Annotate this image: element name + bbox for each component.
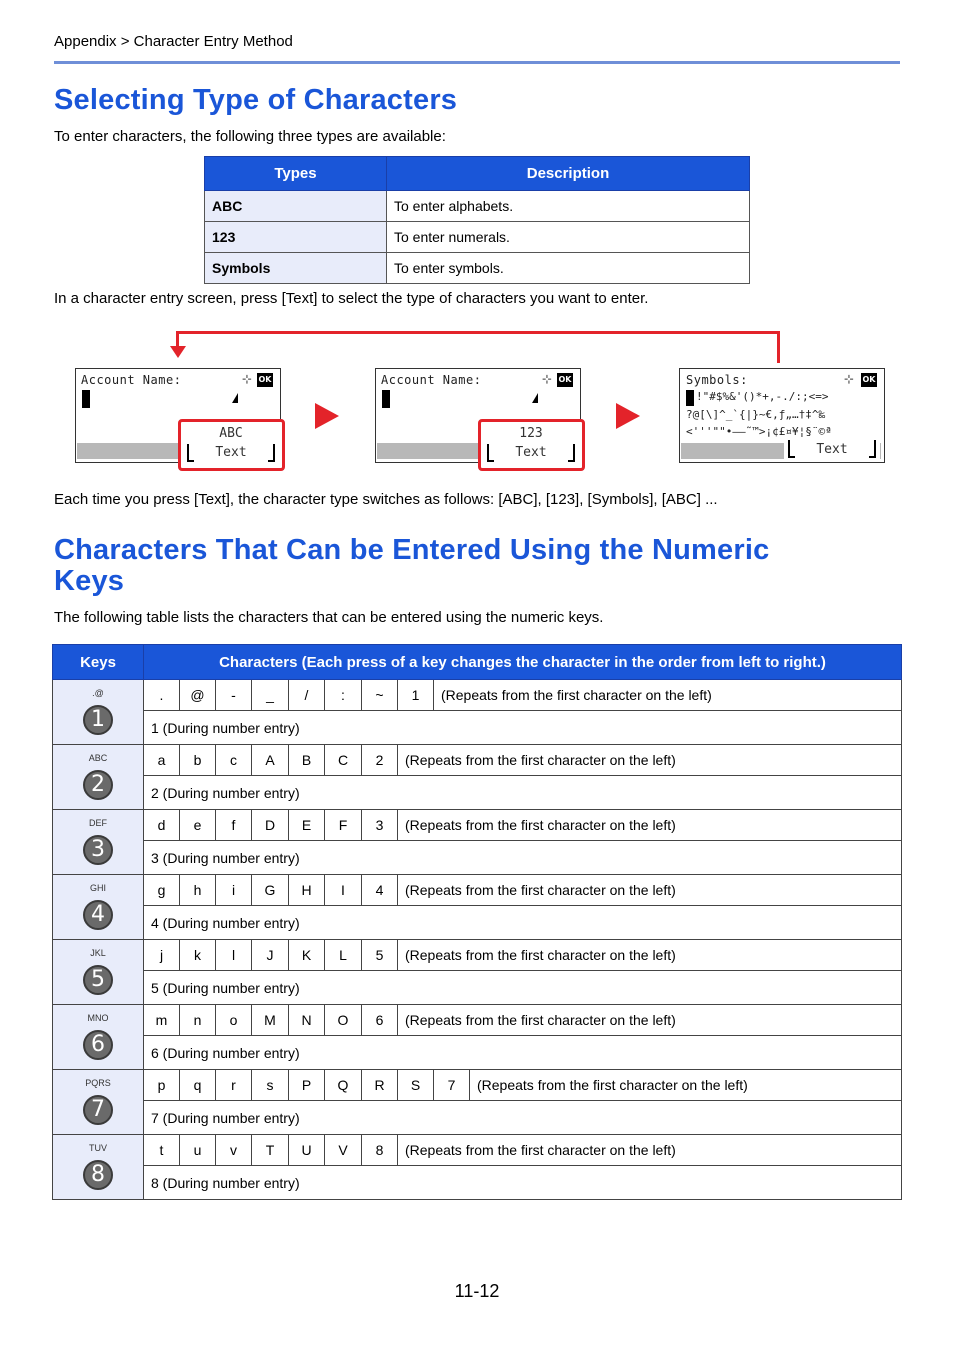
- repeat-note-cell: (Repeats from the first character on the left): [398, 1135, 902, 1166]
- column-header-types: Types: [205, 157, 387, 191]
- table-row: [53, 711, 902, 745]
- screen-title: Account Name:: [81, 373, 182, 387]
- column-header-characters: Characters (Each press of a key changes the character in the order from left to right.): [144, 645, 902, 680]
- input-mode-indicator-icon: [532, 393, 538, 403]
- repeat-note-cell: (Repeats from the first character on the left): [434, 680, 902, 711]
- key-letters-label: DEF: [89, 817, 107, 828]
- character-cell: d: [144, 810, 180, 841]
- softkey-bracket-left: [788, 440, 795, 458]
- numeric-key-4-icon: [78, 878, 118, 934]
- character-cell: B: [289, 745, 325, 776]
- key-letters-label: ABC: [88, 752, 108, 763]
- table-row: [205, 222, 750, 253]
- character-cell: b: [180, 745, 216, 776]
- numeric-keys-table: [52, 644, 902, 1200]
- column-header-keys: Keys: [53, 645, 144, 680]
- character-cell: V: [325, 1135, 362, 1166]
- number-entry-cell: 4 (During number entry): [144, 906, 902, 940]
- type-cell: ABC: [205, 191, 387, 222]
- table-row: [205, 191, 750, 222]
- softkey-label: Text: [215, 445, 247, 460]
- character-cell: 4: [362, 875, 398, 906]
- symbols-line-2: ?@[\]^_`{|}~€,ƒ„…†‡^‰: [686, 408, 826, 421]
- description-cell: To enter symbols.: [387, 253, 750, 284]
- character-cell: e: [180, 810, 216, 841]
- character-cell: @: [180, 680, 216, 711]
- return-arrow-head-icon: [170, 346, 186, 358]
- character-cell: m: [144, 1005, 180, 1036]
- table-row: [53, 1036, 902, 1070]
- key-cell: [53, 1070, 144, 1135]
- section-title-line-2: Keys: [54, 565, 125, 597]
- lcd-screen-symbols: [679, 368, 885, 463]
- symbols-line-1: !"#$%&'()*+,-./:;<=>: [696, 390, 829, 403]
- numeric-key-5-icon: [78, 943, 118, 999]
- text-cursor: [82, 390, 90, 408]
- key-digit: 8: [83, 1160, 113, 1190]
- character-cell: M: [252, 1005, 289, 1036]
- character-cell: /: [289, 680, 325, 711]
- key-letters-label: TUV: [89, 1142, 107, 1153]
- table-row: [53, 940, 902, 971]
- key-cell: [53, 1005, 144, 1070]
- number-entry-cell: 7 (During number entry): [144, 1101, 902, 1135]
- key-digit: 1: [83, 705, 113, 735]
- character-cell: ~: [362, 680, 398, 711]
- screen-title: Account Name:: [381, 373, 482, 387]
- character-cell: j: [144, 940, 180, 971]
- ok-icon: OK: [257, 373, 273, 387]
- number-entry-cell: 5 (During number entry): [144, 971, 902, 1005]
- key-cell: [53, 680, 144, 745]
- text-cursor: [686, 390, 694, 406]
- softkey-mode-label: 123: [519, 426, 543, 441]
- character-cell: Q: [325, 1070, 362, 1101]
- numeric-key-6-icon: [78, 1008, 118, 1064]
- character-cell: F: [325, 810, 362, 841]
- section-title-line-1: Characters That Can be Entered Using the Numeric: [54, 534, 770, 566]
- character-cell: g: [144, 875, 180, 906]
- navigation-icon: ⊹: [844, 372, 855, 386]
- repeat-note-cell: (Repeats from the first character on the left): [398, 875, 902, 906]
- return-arrow-line: [176, 331, 780, 334]
- key-digit: 6: [83, 1030, 113, 1060]
- character-cell: 7: [434, 1070, 470, 1101]
- character-cell: a: [144, 745, 180, 776]
- keys-table-header: [53, 645, 902, 680]
- character-cell: 6: [362, 1005, 398, 1036]
- character-cell: f: [216, 810, 252, 841]
- table-row: [53, 1070, 902, 1101]
- numeric-key-2-icon: [78, 748, 118, 804]
- navigation-icon: ⊹: [542, 372, 553, 386]
- character-cell: A: [252, 745, 289, 776]
- character-cell: i: [216, 875, 252, 906]
- key-digit: 5: [83, 965, 113, 995]
- table-row: [53, 1135, 902, 1166]
- table-row: [53, 971, 902, 1005]
- character-cell: s: [252, 1070, 289, 1101]
- character-cell: G: [252, 875, 289, 906]
- table-row: [53, 906, 902, 940]
- key-digit: 3: [83, 835, 113, 865]
- character-cell: c: [216, 745, 252, 776]
- table-row: [53, 745, 902, 776]
- character-cell: C: [325, 745, 362, 776]
- table-row: [53, 1101, 902, 1135]
- input-mode-indicator-icon: [232, 393, 238, 403]
- character-cell: l: [216, 940, 252, 971]
- numeric-key-8-icon: [78, 1138, 118, 1194]
- return-arrow-left-leg: [176, 331, 179, 347]
- softkey-label: Text: [515, 445, 547, 460]
- character-cell: t: [144, 1135, 180, 1166]
- character-cell: R: [362, 1070, 398, 1101]
- repeat-note-cell: (Repeats from the first character on the left): [398, 1005, 902, 1036]
- type-cell: 123: [205, 222, 387, 253]
- character-cell: N: [289, 1005, 325, 1036]
- character-cell: L: [325, 940, 362, 971]
- table-row: [53, 841, 902, 875]
- key-digit: 7: [83, 1095, 113, 1125]
- header-rule: [54, 61, 900, 64]
- key-cell: [53, 875, 144, 940]
- character-cell: u: [180, 1135, 216, 1166]
- character-cell: r: [216, 1070, 252, 1101]
- character-cell: 2: [362, 745, 398, 776]
- character-cell: 1: [398, 680, 434, 711]
- character-cell: U: [289, 1135, 325, 1166]
- character-cell: :: [325, 680, 362, 711]
- key-cell: [53, 745, 144, 810]
- return-arrow-right-leg: [777, 331, 780, 363]
- character-cell: J: [252, 940, 289, 971]
- character-cell: _: [252, 680, 289, 711]
- character-cell: p: [144, 1070, 180, 1101]
- highlight-box: [178, 419, 285, 471]
- character-cell: S: [398, 1070, 434, 1101]
- numeric-key-7-icon: [78, 1073, 118, 1129]
- character-cell: P: [289, 1070, 325, 1101]
- ok-icon: OK: [861, 373, 877, 387]
- character-cell: T: [252, 1135, 289, 1166]
- table-row: [53, 1166, 902, 1200]
- character-cell: I: [325, 875, 362, 906]
- key-letters-label: MNO: [87, 1012, 109, 1023]
- column-header-description: Description: [387, 157, 750, 191]
- navigation-icon: ⊹: [242, 372, 253, 386]
- table-row: [53, 680, 902, 711]
- number-entry-cell: 3 (During number entry): [144, 841, 902, 875]
- table-row: [53, 810, 902, 841]
- character-cell: h: [180, 875, 216, 906]
- highlight-box: [478, 419, 585, 471]
- key-letters-label: GHI: [89, 882, 106, 893]
- character-cell: n: [180, 1005, 216, 1036]
- key-digit: 2: [83, 770, 113, 800]
- character-cell: -: [216, 680, 252, 711]
- arrow-right-icon: [315, 403, 339, 429]
- symbols-line-3: <'''""•––˜™>¡¢£¤¥¦§¨©ª: [686, 425, 832, 438]
- text-softkey-symbols[interactable]: [784, 439, 880, 459]
- character-cell: 5: [362, 940, 398, 971]
- numeric-key-3-icon: [78, 813, 118, 869]
- key-letters-label: PQRS: [85, 1077, 111, 1088]
- ok-icon: OK: [557, 373, 573, 387]
- key-digit: 4: [83, 900, 113, 930]
- softkey-bracket-right: [869, 440, 876, 458]
- softkey-bar: [77, 443, 179, 459]
- repeat-note-cell: (Repeats from the first character on the left): [470, 1070, 902, 1101]
- number-entry-cell: 2 (During number entry): [144, 776, 902, 810]
- table-row: [205, 253, 750, 284]
- character-cell: k: [180, 940, 216, 971]
- numeric-key-1-icon: [78, 683, 118, 739]
- screen-title: Symbols:: [686, 373, 748, 387]
- character-cell: 3: [362, 810, 398, 841]
- table-row: [53, 875, 902, 906]
- breadcrumb: Appendix > Character Entry Method: [54, 33, 293, 50]
- type-cell: Symbols: [205, 253, 387, 284]
- number-entry-cell: 8 (During number entry): [144, 1166, 902, 1200]
- text-cursor: [382, 390, 390, 408]
- character-cell: E: [289, 810, 325, 841]
- section-intro: The following table lists the characters that can be entered using the numeric keys.: [54, 609, 604, 626]
- softkey-label: Text: [816, 442, 848, 457]
- key-cell: [53, 1135, 144, 1200]
- character-cell: O: [325, 1005, 362, 1036]
- character-cell: D: [252, 810, 289, 841]
- section-title-selecting-type: Selecting Type of Characters: [54, 84, 458, 116]
- types-table: [204, 156, 750, 284]
- repeat-note-cell: (Repeats from the first character on the left): [398, 745, 902, 776]
- character-cell: o: [216, 1005, 252, 1036]
- table-row: [53, 776, 902, 810]
- instruction-text: In a character entry screen, press [Text] to select the type of characters you want to enter.: [54, 290, 649, 307]
- character-cell: v: [216, 1135, 252, 1166]
- description-cell: To enter numerals.: [387, 222, 750, 253]
- section-intro: To enter characters, the following three types are available:: [54, 128, 446, 145]
- repeat-note-cell: (Repeats from the first character on the left): [398, 940, 902, 971]
- key-cell: [53, 940, 144, 1005]
- switch-note: Each time you press [Text], the character type switches as follows: [ABC], [123], [Symbols], [ABC] ...: [54, 491, 718, 508]
- character-cell: .: [144, 680, 180, 711]
- section-title-numeric-keys: [54, 535, 769, 597]
- softkey-bar: [377, 443, 479, 459]
- key-cell: [53, 810, 144, 875]
- arrow-right-icon: [616, 403, 640, 429]
- page-number: 11-12: [454, 1281, 500, 1301]
- table-row: [53, 1005, 902, 1036]
- number-entry-cell: 1 (During number entry): [144, 711, 902, 745]
- key-letters-label: JKL: [90, 947, 106, 958]
- character-cell: q: [180, 1070, 216, 1101]
- character-cell: H: [289, 875, 325, 906]
- repeat-note-cell: (Repeats from the first character on the left): [398, 810, 902, 841]
- types-table-header: [205, 157, 750, 191]
- character-cell: K: [289, 940, 325, 971]
- number-entry-cell: 6 (During number entry): [144, 1036, 902, 1070]
- key-letters-label: .@: [92, 687, 104, 698]
- description-cell: To enter alphabets.: [387, 191, 750, 222]
- softkey-mode-label: ABC: [219, 426, 243, 441]
- character-cell: 8: [362, 1135, 398, 1166]
